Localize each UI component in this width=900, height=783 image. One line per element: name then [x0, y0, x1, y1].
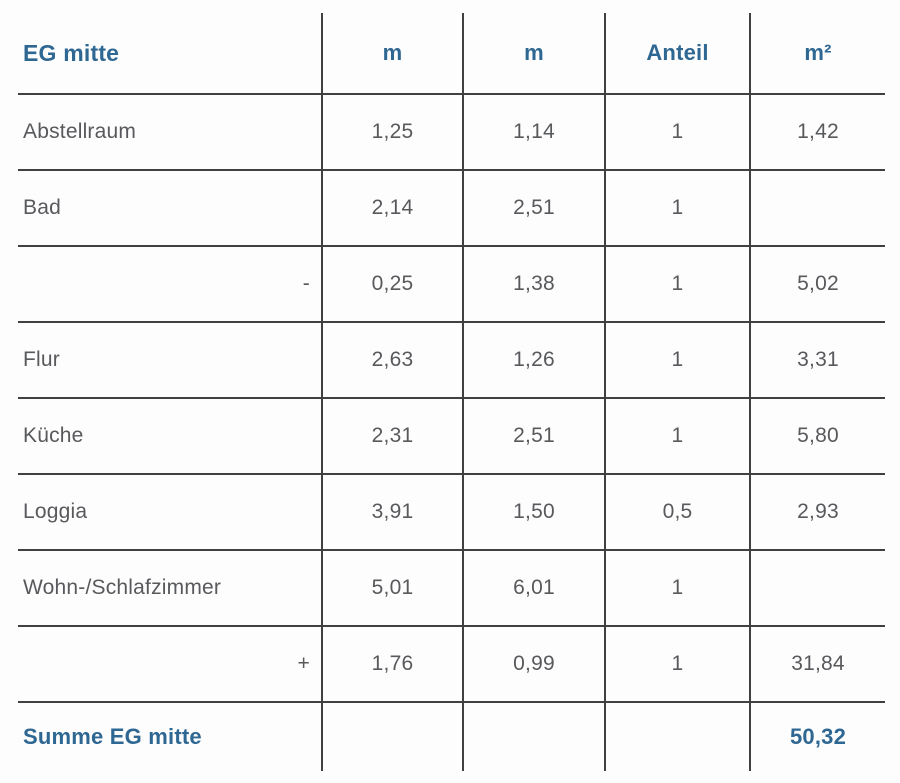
dim1-value: 2,63 [321, 323, 462, 397]
dim2-value: 2,51 [462, 399, 604, 473]
table-header-row [18, 13, 885, 95]
anteil-value: 1 [604, 551, 749, 625]
sum-total-value: 50,32 [749, 703, 885, 771]
table-row-abstellraum [18, 95, 885, 171]
area-value: 5,80 [749, 399, 885, 473]
dim1-value: 5,01 [321, 551, 462, 625]
column-header-m2-area: m² [749, 13, 885, 93]
anteil-value: 1 [604, 627, 749, 701]
anteil-value: 0,5 [604, 475, 749, 549]
room-label: Wohn-/Schlafzimmer [23, 576, 222, 599]
column-header-anteil: Anteil [604, 13, 749, 93]
table-row-add [18, 627, 885, 703]
room-label: Bad [23, 196, 61, 219]
room-label: Abstellraum [23, 120, 137, 143]
room-label: Küche [23, 424, 84, 447]
table-title: EG mitte [23, 39, 120, 66]
area-value: 3,31 [749, 323, 885, 397]
area-value: 5,02 [749, 247, 885, 321]
table-row-bad [18, 171, 885, 247]
minus-operator: - [302, 272, 310, 295]
table-row-wohn-schlafzimmer [18, 551, 885, 627]
room-label: Flur [23, 348, 60, 371]
anteil-value: 1 [604, 399, 749, 473]
dim2-value: 0,99 [462, 627, 604, 701]
area-value [749, 551, 885, 625]
sum-dim2-empty [462, 703, 604, 771]
anteil-value: 1 [604, 247, 749, 321]
plus-operator: + [297, 652, 310, 675]
room-label: Loggia [23, 500, 88, 523]
area-value: 31,84 [749, 627, 885, 701]
table-row-kueche [18, 399, 885, 475]
room-area-table [18, 13, 885, 771]
dim1-value: 1,25 [321, 95, 462, 169]
table-row-subtract [18, 247, 885, 323]
table-row-flur [18, 323, 885, 399]
dim1-value: 2,31 [321, 399, 462, 473]
table-sum-row [18, 703, 885, 771]
sum-dim1-empty [321, 703, 462, 771]
area-value [749, 171, 885, 245]
column-header-m2: m [462, 13, 604, 93]
dim2-value: 1,26 [462, 323, 604, 397]
dim2-value: 1,38 [462, 247, 604, 321]
anteil-value: 1 [604, 323, 749, 397]
dim2-value: 1,50 [462, 475, 604, 549]
column-header-m1: m [321, 13, 462, 93]
dim2-value: 6,01 [462, 551, 604, 625]
sum-label: Summe EG mitte [23, 724, 202, 749]
sum-anteil-empty [604, 703, 749, 771]
anteil-value: 1 [604, 171, 749, 245]
area-value: 2,93 [749, 475, 885, 549]
dim1-value: 2,14 [321, 171, 462, 245]
dim1-value: 0,25 [321, 247, 462, 321]
dim1-value: 1,76 [321, 627, 462, 701]
dim2-value: 2,51 [462, 171, 604, 245]
table-row-loggia [18, 475, 885, 551]
dim2-value: 1,14 [462, 95, 604, 169]
anteil-value: 1 [604, 95, 749, 169]
dim1-value: 3,91 [321, 475, 462, 549]
area-value: 1,42 [749, 95, 885, 169]
